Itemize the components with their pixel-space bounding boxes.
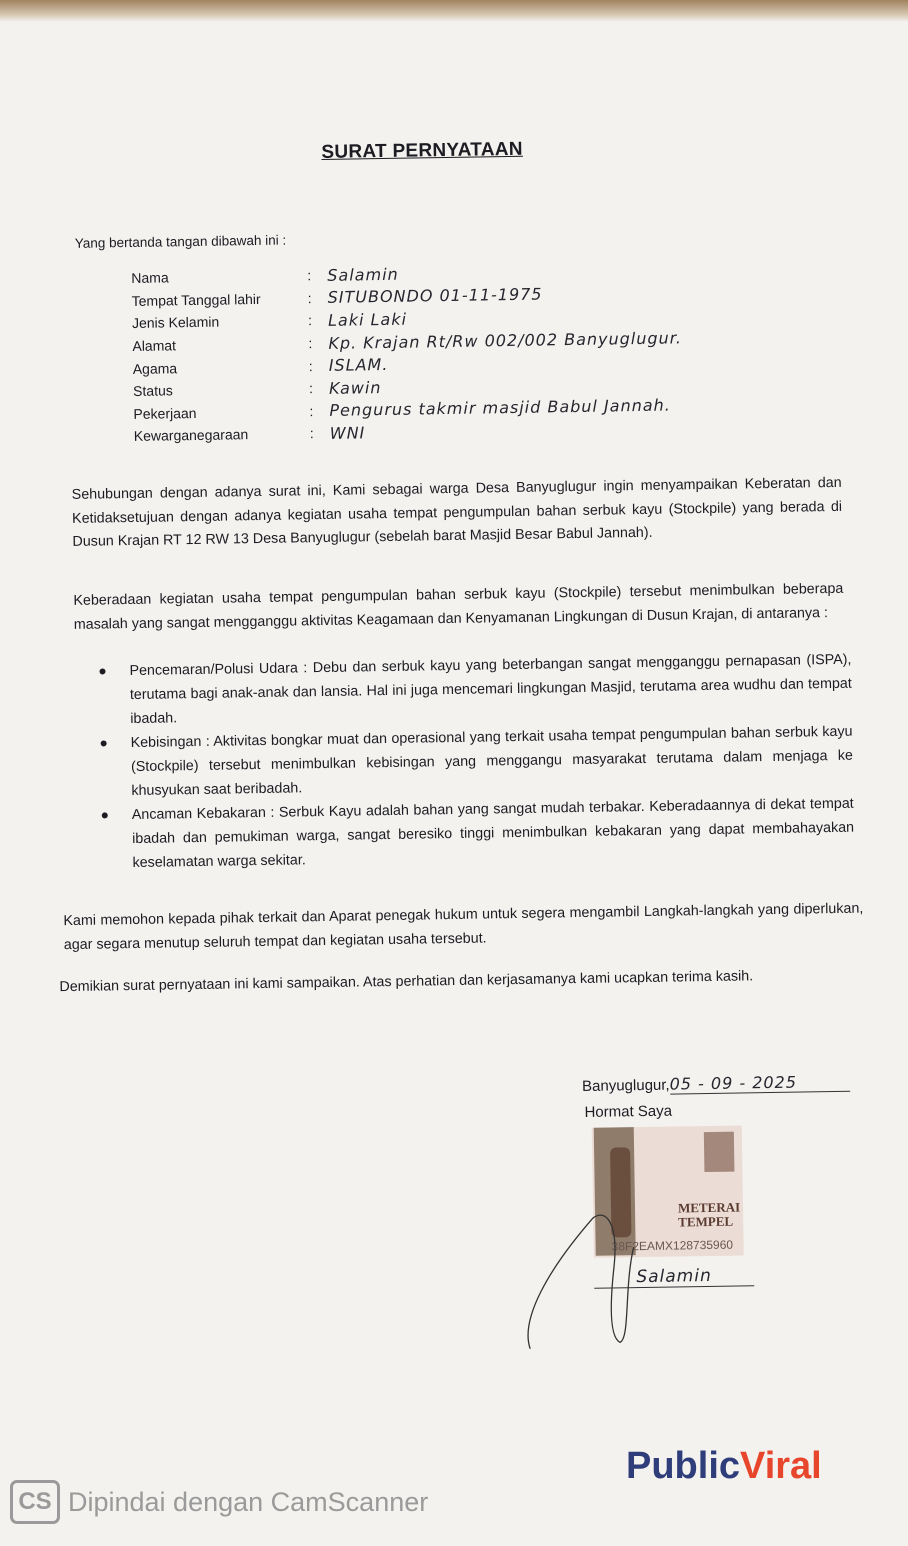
- list-item: [102, 792, 855, 876]
- field-label: Alamat: [132, 337, 177, 355]
- document-title: SURAT PERNYATAAN: [321, 138, 524, 163]
- bullet-icon: [99, 668, 105, 674]
- camscanner-watermark: [10, 1480, 428, 1524]
- field-value: ISLAM.: [328, 355, 389, 376]
- bullet-icon: [101, 740, 107, 746]
- paragraph-objection: Sehubungan dengan adanya surat ini, Kami sebagai warga Desa Banyuglugur ingin menyampaikan Keberatan dan Ketidaksetujuan dengan adanya kegiatan usaha tempat pengumpulan bahan serbuk kayu (Stockpile) yang berada di Dusun Krajan RT 12 RW 13 Desa Banyuglugur (sebelah barat Masjid Besar Babul Jannah).: [71, 474, 843, 550]
- field-label: Kewarganegaraan: [133, 426, 249, 445]
- colon: :: [308, 335, 313, 352]
- brand-part1: Public: [626, 1445, 741, 1487]
- list-item-text: Ancaman Kebakaran : Serbuk Kayu adalah bahan yang sangat mudah terbakar. Keberadaannya di dekat tempat ibadah dan pemukiman warga, sangat beresiko tinggi menimbulkan kebakaran yang dapat membahayakan keselamatan warga sekitar.: [131, 795, 855, 872]
- stamp-label: METERAI TEMPEL: [677, 1199, 741, 1230]
- colon: :: [309, 425, 314, 442]
- field-label: Tempat Tanggal lahir: [131, 290, 261, 309]
- paragraph-closing: Demikian surat pernyataan ini kami sampaikan. Atas perhatian dan kerjasamanya kami ucapkan terima kasih.: [59, 968, 754, 996]
- list-item: [100, 720, 853, 804]
- colon: :: [308, 357, 313, 374]
- colon: :: [308, 380, 314, 397]
- colon: :: [307, 312, 313, 329]
- place: Banyuglugur,: [581, 1076, 670, 1095]
- publicviral-watermark: [626, 1445, 822, 1488]
- field-value: Kawin: [328, 377, 382, 398]
- field-label: Pekerjaan: [133, 404, 197, 422]
- field-label: Status: [132, 382, 173, 400]
- field-label: Nama: [131, 269, 169, 287]
- stamp-corner: [704, 1132, 735, 1172]
- field-value: SITUBONDO 01-11-1975: [327, 284, 543, 308]
- problem-list: [99, 648, 854, 876]
- colon: :: [309, 402, 314, 420]
- field-label: Agama: [132, 359, 178, 377]
- paragraph-problems: Keberadaan kegiatan usaha tempat pengumpulan bahan serbuk kayu (Stockpile) tersebut menimbulkan beberapa masalah yang sangat mengganggu aktivitas Keagamaan dan Kenyamanan Lingkungan di Dusun Krajan, di antaranya :: [73, 580, 844, 633]
- brand-part2: Viral: [740, 1445, 822, 1487]
- list-item: [99, 648, 852, 732]
- stamp-code: 38F2EAMX128735960: [611, 1237, 734, 1254]
- bullet-icon: [102, 812, 108, 818]
- list-item-text: Pencemaran/Polusi Udara : Debu dan serbuk kayu yang beterbangan sangat mengganggu pernapasan (ISPA), terutama bagi anak-anak dan lansia. Hal ini juga mencemari lingkungan Masjid, terutama area wudhu dan tempat ibadah.: [129, 651, 852, 728]
- hormat-saya: Hormat Saya: [584, 1102, 673, 1121]
- camscanner-text: Dipindai dengan CamScanner: [68, 1486, 429, 1517]
- colon: :: [307, 267, 312, 284]
- intro-text: Yang bertanda tangan dibawah ini :: [74, 232, 287, 251]
- field-value: WNI: [329, 423, 366, 443]
- signature-place-date: [582, 1072, 850, 1096]
- paragraph-request: Kami memohon kepada pihak terkait dan Aparat penegak hukum untuk segera mengambil Langkah-langkah yang diperlukan, agar segara menutup seluruh tempat dan kegiatan usaha tersebut.: [63, 900, 864, 953]
- list-item-text: Kebisingan : Aktivitas bongkar muat dan operasional yang terkait usaha tempat pengumpulan bahan serbuk kayu (Stockpile) tersebut menimbulkan kebisingan yang menggangu masyarakat terutama dalam menjaga ke khusyukan saat beribadah.: [130, 723, 854, 800]
- signer-name: Salamin: [594, 1265, 754, 1289]
- field-value: Salamin: [327, 264, 399, 285]
- colon: :: [307, 290, 312, 307]
- field-value: Kp. Krajan Rt/Rw 002/002 Banyuglugur.: [328, 327, 683, 353]
- camscanner-icon: CS: [10, 1480, 60, 1524]
- field-value: Pengurus takmir masjid Babul Jannah.: [329, 395, 671, 421]
- field-value: Laki Laki: [327, 309, 408, 330]
- identity-fields: [131, 258, 683, 447]
- field-label: Jenis Kelamin: [131, 314, 220, 332]
- date: 05 - 09 - 2025: [669, 1072, 849, 1095]
